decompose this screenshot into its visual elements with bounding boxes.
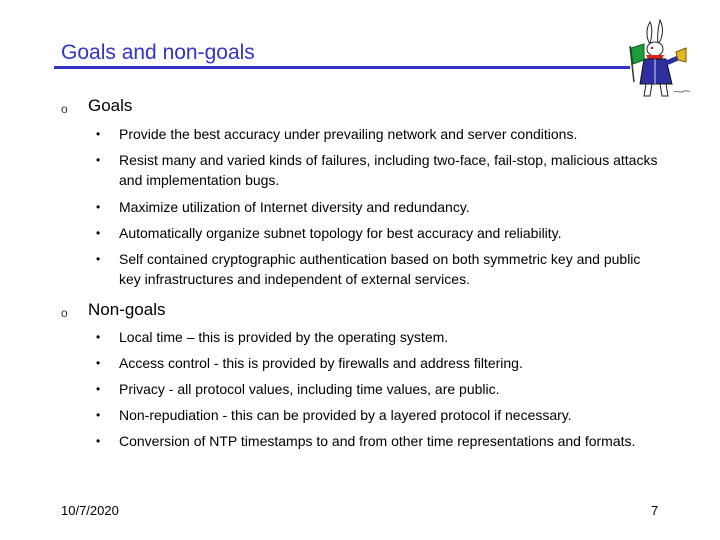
non-goal-item-access-control: Access control - this is provided by firewalls and address filtering. bbox=[119, 355, 523, 371]
item-bullet: • bbox=[96, 434, 101, 448]
item-bullet: • bbox=[96, 330, 101, 344]
item-bullet: • bbox=[96, 408, 101, 422]
goal-item-diversity: Maximize utilization of Internet diversity and redundancy. bbox=[119, 199, 470, 215]
slide-title: Goals and non-goals bbox=[61, 41, 255, 64]
non-goal-item-non-repudiation: Non-repudiation - this can be provided by a layered protocol if necessary. bbox=[119, 407, 572, 423]
section-bullet-non-goals: o bbox=[61, 306, 68, 320]
goal-item-accuracy: Provide the best accuracy under prevailing network and server conditions. bbox=[119, 126, 578, 142]
section-bullet-goals: o bbox=[61, 102, 68, 116]
section-heading-non-goals: Non-goals bbox=[88, 300, 166, 319]
item-bullet: • bbox=[96, 356, 101, 370]
white-rabbit-logo-icon bbox=[620, 18, 692, 100]
non-goal-item-privacy: Privacy - all protocol values, including time values, are public. bbox=[119, 381, 500, 397]
item-bullet: • bbox=[96, 226, 101, 240]
item-bullet: • bbox=[96, 382, 101, 396]
goal-item-topology: Automatically organize subnet topology for best accuracy and reliability. bbox=[119, 225, 562, 241]
item-bullet: • bbox=[96, 153, 101, 167]
non-goal-item-local-time: Local time – this is provided by the operating system. bbox=[119, 329, 449, 345]
footer-date: 10/7/2020 bbox=[61, 503, 119, 518]
item-bullet: • bbox=[96, 127, 101, 141]
goal-item-authentication: Self contained cryptographic authentication based on both symmetric key and public key infrastructures and independent of external services. bbox=[119, 251, 641, 287]
non-goal-item-conversion: Conversion of NTP timestamps to and from other time representations and formats. bbox=[119, 433, 636, 449]
section-heading-goals: Goals bbox=[88, 96, 133, 115]
item-bullet: • bbox=[96, 200, 101, 214]
title-underline bbox=[54, 66, 630, 69]
page-number: 7 bbox=[651, 503, 659, 518]
item-bullet: • bbox=[96, 252, 101, 266]
goal-item-failures: Resist many and varied kinds of failures, including two-face, fail-stop, malicious attacks and implementation bugs. bbox=[119, 152, 658, 188]
